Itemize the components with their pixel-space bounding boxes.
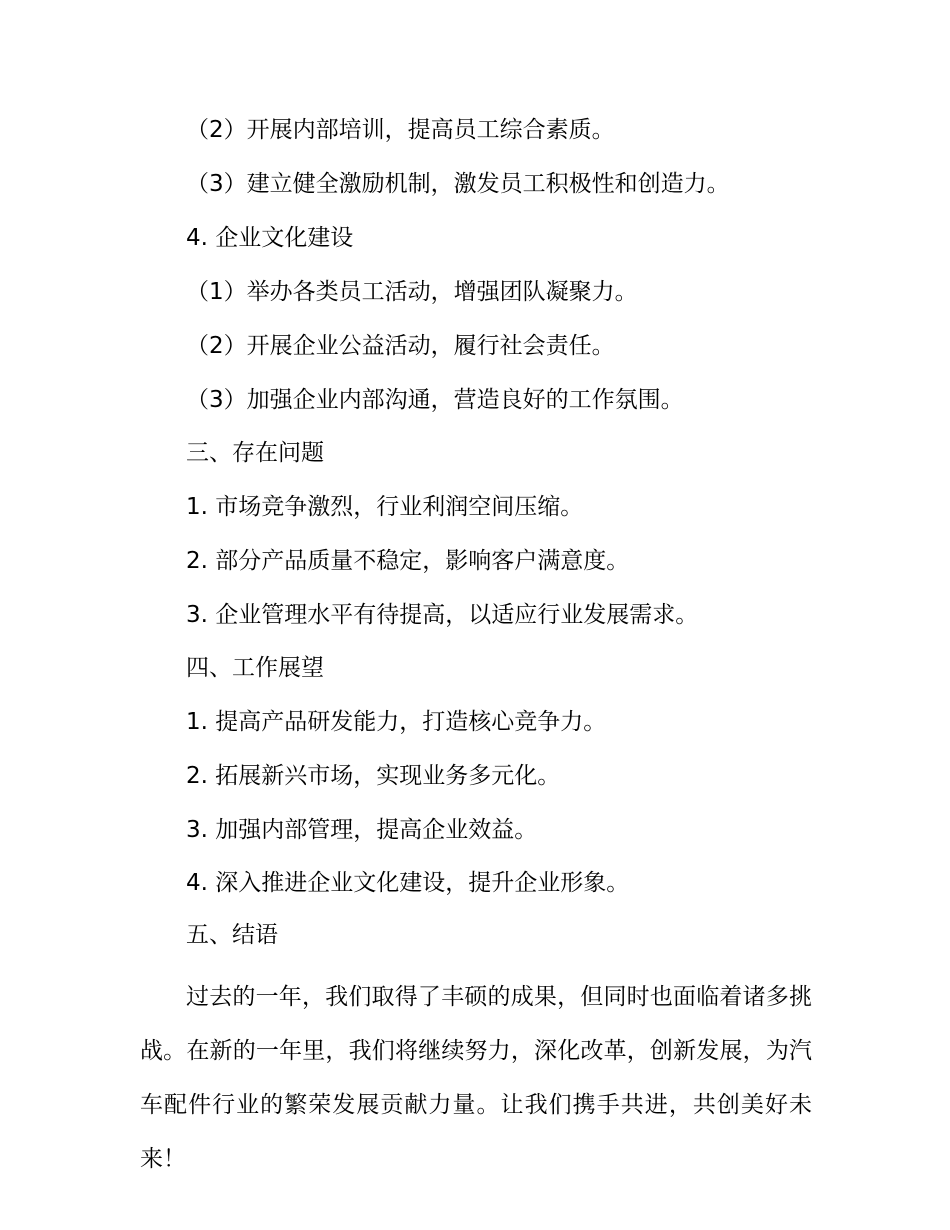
section-heading-outlook: 四、工作展望 bbox=[186, 655, 324, 681]
section-heading-problems: 三、存在问题 bbox=[186, 440, 324, 466]
charity-item: （2）开展企业公益活动，履行社会责任。 bbox=[186, 333, 615, 359]
conclusion-paragraph: 过去的一年，我们取得了丰硕的成果，但同时也面临着诸多挑战。在新的一年里，我们将继续努力，深化改革，创新发展，为汽车配件行业的繁荣发展贡献力量。让我们携手共进，共创美好未来！ bbox=[140, 984, 812, 1172]
section-heading-culture: 4. 企业文化建设 bbox=[186, 225, 354, 251]
section-heading-conclusion: 五、结语 bbox=[186, 922, 278, 948]
activities-item: （1）举办各类员工活动，增强团队凝聚力。 bbox=[186, 279, 638, 305]
outlook-item-2: 2. 拓展新兴市场，实现业务多元化。 bbox=[186, 763, 561, 789]
problem-item-3: 3. 企业管理水平有待提高，以适应行业发展需求。 bbox=[186, 602, 699, 628]
incentive-item: （3）建立健全激励机制，激发员工积极性和创造力。 bbox=[186, 171, 730, 197]
outlook-item-3: 3. 加强内部管理，提高企业效益。 bbox=[186, 817, 538, 843]
outlook-item-4: 4. 深入推进企业文化建设，提升企业形象。 bbox=[186, 870, 630, 896]
training-item: （2）开展内部培训，提高员工综合素质。 bbox=[186, 117, 615, 143]
outlook-item-1: 1. 提高产品研发能力，打造核心竞争力。 bbox=[186, 709, 607, 735]
problem-item-1: 1. 市场竞争激烈，行业利润空间压缩。 bbox=[186, 494, 584, 520]
communication-item: （3）加强企业内部沟通，营造良好的工作氛围。 bbox=[186, 387, 684, 413]
problem-item-2: 2. 部分产品质量不稳定，影响客户满意度。 bbox=[186, 548, 630, 574]
